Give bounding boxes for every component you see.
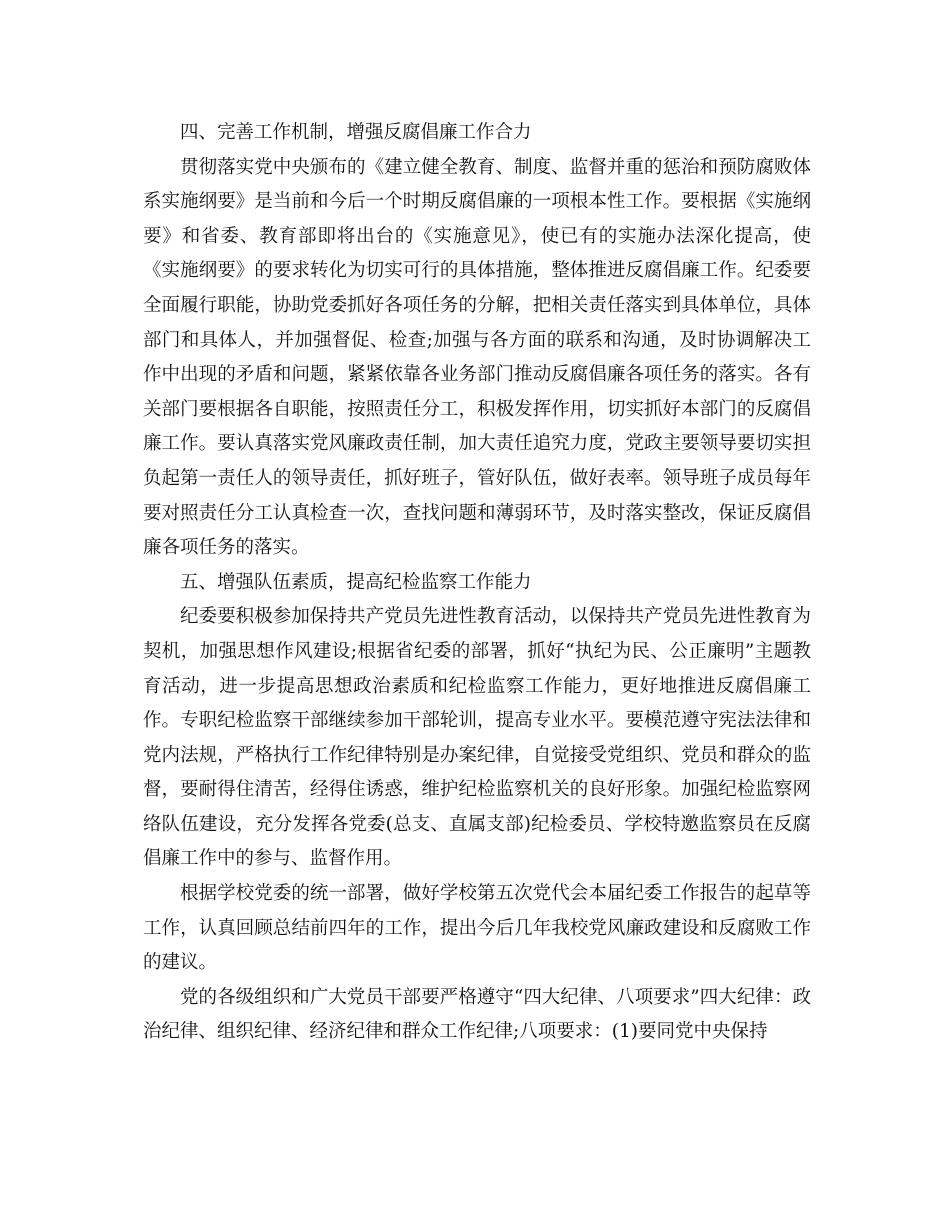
document-body	[143, 116, 811, 1050]
paragraph: 根据学校党委的统一部署，做好学校第五次党代会本届纪委工作报告的起草等工作，认真回顾总结前四年的工作，提出今后几年我校党风廉政建设和反腐败工作的建议。	[143, 883, 811, 974]
section-heading-4: 四、完善工作机制，增强反腐倡廉工作合力	[180, 122, 532, 143]
section-heading-5: 五、增强队伍素质，提高纪检监察工作能力	[180, 571, 532, 593]
paragraph: 纪委要积极参加保持共产党员先进性教育活动，以保持共产党员先进性教育为契机，加强思想作风建设;根据省纪委的部署，抓好“执纪为民、公正廉明”主题教育活动，进一步提高思想政治素质和纪检监察工作能力，更好地推进反腐倡廉工作。专职纪检监察干部继续参加干部轮训，提高专业水平。要模范遵守宪法法律和党内法规，严格执行工作纪律特别是办案纪律，自觉接受党组织、党员和群众的监督，要耐得住清苦，经得住诱惑，维护纪检监察机关的良好形象。加强纪检监察网络队伍建设，充分发挥各党委(总支、直属支部)纪检委员、学校特邀监察员在反腐倡廉工作中的参与、监督作用。	[143, 606, 811, 870]
paragraph: 党的各级组织和广大党员干部要严格遵守“四大纪律、八项要求”四大纪律：政治纪律、组织纪律、经济纪律和群众工作纪律;八项要求：(1)要同党中央保持	[143, 986, 811, 1043]
paragraph: 贯彻落实党中央颁布的《建立健全教育、制度、监督并重的惩治和预防腐败体系实施纲要》是当前和今后一个时期反腐倡廉的一项根本性工作。要根据《实施纲要》和省委、教育部即将出台的《实施意见》，使已有的实施办法深化提高，使《实施纲要》的要求转化为切实可行的具体措施，整体推进反腐倡廉工作。纪委要全面履行职能，协助党委抓好各项任务的分解，把相关责任落实到具体单位，具体部门和具体人，并加强督促、检查;加强与各方面的联系和沟通，及时协调解决工作中出现的矛盾和问题，紧紧依靠各业务部门推动反腐倡廉各项任务的落实。各有关部门要根据各自职能，按照责任分工，积极发挥作用，切实抓好本部门的反腐倡廉工作。要认真落实党风廉政责任制，加大责任追究力度，党政主要领导要切实担负起第一责任人的领导责任，抓好班子，管好队伍，做好表率。领导班子成员每年要对照责任分工认真检查一次，查找问题和薄弱环节，及时落实整改，保证反腐倡廉各项任务的落实。	[143, 156, 811, 559]
